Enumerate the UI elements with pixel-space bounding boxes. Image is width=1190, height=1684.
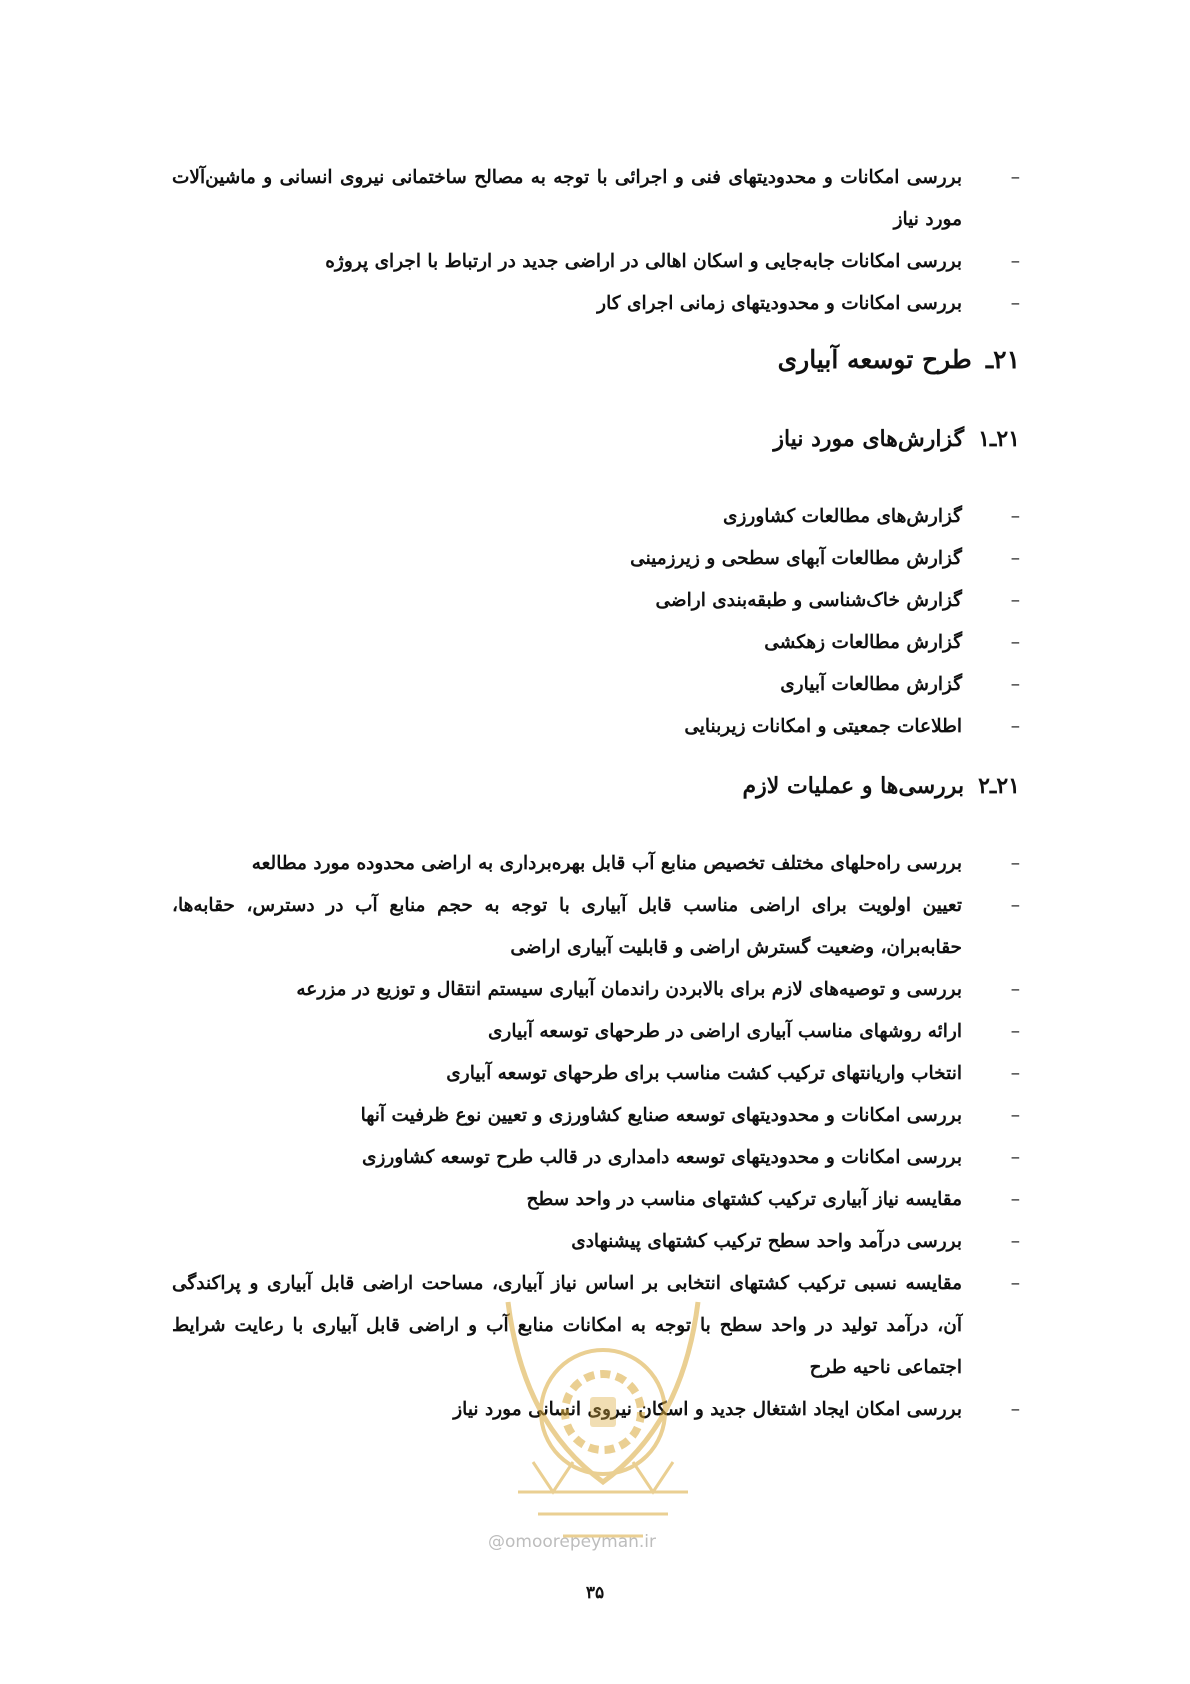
dash-bullet: – (1010, 1063, 1020, 1084)
list-item: – گزارش خاک‌شناسی و طبقه‌بندی اراضی (630, 580, 1020, 622)
dash-bullet: – (1010, 1273, 1020, 1294)
list-item: – مقایسه نسبی ترکیب کشتهای انتخابی بر اساس نیاز آبیاری، مساحت اراضی قابل آبیاری و پراکندگی آن، درآمد تولید در واحد سطح با توجه به امکانات منابع آب و اراضی قابل آبیاری با رعایت شرایط اجتماعی ناحیه طرح (172, 1263, 1020, 1389)
continued-list (172, 157, 1020, 325)
dash-bullet: – (1010, 1147, 1020, 1168)
subsection-number: ۲۱ـ۲ (978, 773, 1020, 799)
list-item: – گزارش مطالعات آبیاری (630, 664, 1020, 706)
list-item: – انتخاب واریانتهای ترکیب کشت مناسب برای طرحهای توسعه آبیاری (172, 1053, 1020, 1095)
reports-list (630, 496, 1020, 748)
list-item: – گزارش مطالعات آبهای سطحی و زیرزمینی (630, 538, 1020, 580)
dash-bullet: – (1010, 1105, 1020, 1126)
subsection-number: ۲۱ـ۱ (978, 426, 1020, 452)
dash-bullet: – (1010, 853, 1020, 874)
dash-bullet: – (1010, 979, 1020, 1000)
page-number: ۳۵ (585, 1583, 605, 1603)
list-item: – بررسی امکانات و محدودیتهای زمانی اجرای کار (172, 283, 1020, 325)
dash-bullet: – (1010, 674, 1020, 695)
list-item: – بررسی درآمد واحد سطح ترکیب کشتهای پیشنهادی (172, 1221, 1020, 1263)
subsection-heading (743, 773, 1020, 799)
dash-bullet: – (1010, 506, 1020, 527)
watermark-text: @omoorepeyman.ir (488, 1532, 657, 1552)
list-item: – گزارش‌های مطالعات کشاورزی (630, 496, 1020, 538)
section-title: طرح توسعه آبیاری (777, 345, 972, 374)
dash-bullet: – (1010, 716, 1020, 737)
list-item: – بررسی و توصیه‌های لازم برای بالابردن راندمان آبیاری سیستم انتقال و توزیع در مزرعه (172, 969, 1020, 1011)
subsection-title: بررسی‌ها و عملیات لازم (742, 773, 965, 799)
list-item: – بررسی امکانات جابه‌جایی و اسکان اهالی در اراضی جدید در ارتباط با اجرای پروژه (172, 241, 1020, 283)
dash-bullet: – (1010, 293, 1020, 314)
dash-bullet: – (1010, 1231, 1020, 1252)
list-item: – ارائه روشهای مناسب آبیاری اراضی در طرحهای توسعه آبیاری (172, 1011, 1020, 1053)
dash-bullet: – (1010, 632, 1020, 653)
list-item: – بررسی راه‌حلهای مختلف تخصیص منابع آب قابل بهره‌برداری به اراضی محدوده مورد مطالعه (172, 843, 1020, 885)
section-heading (778, 345, 1020, 374)
dash-bullet: – (1010, 251, 1020, 272)
list-item: – بررسی امکان ایجاد اشتغال جدید و اسکان نیروی انسانی مورد نیاز (172, 1389, 1020, 1431)
dash-bullet: – (1010, 167, 1020, 188)
subsection-heading (773, 426, 1020, 452)
list-item: – اطلاعات جمعیتی و امکانات زیربنایی (630, 706, 1020, 748)
dash-bullet: – (1010, 895, 1020, 916)
watermark-logo (478, 1262, 728, 1562)
dash-bullet: – (1010, 1021, 1020, 1042)
list-item: – بررسی امکانات و محدودیتهای فنی و اجرائی با توجه به مصالح ساختمانی نیروی انسانی و ماشین‌آلات مورد نیاز (172, 157, 1020, 241)
list-item: – بررسی امکانات و محدودیتهای توسعه صنایع کشاورزی و تعیین نوع ظرفیت آنها (172, 1095, 1020, 1137)
dash-bullet: – (1010, 1189, 1020, 1210)
subsection-title: گزارش‌های مورد نیاز (773, 426, 965, 452)
list-item: – گزارش مطالعات زهکشی (630, 622, 1020, 664)
list-item: – مقایسه نیاز آبیاری ترکیب کشتهای مناسب در واحد سطح (172, 1179, 1020, 1221)
list-item: – تعیین اولویت برای اراضی مناسب قابل آبیاری با توجه به حجم منابع آب در دسترس، حقابه‌ها، حقابه‌بران، وضعیت گسترش اراضی و قابلیت آبیاری اراضی (172, 885, 1020, 969)
section-number: ۲۱ـ (985, 345, 1020, 374)
list-item: – بررسی امکانات و محدودیتهای توسعه دامداری در قالب طرح توسعه کشاورزی (172, 1137, 1020, 1179)
dash-bullet: – (1010, 548, 1020, 569)
dash-bullet: – (1010, 1399, 1020, 1420)
dash-bullet: – (1010, 590, 1020, 611)
